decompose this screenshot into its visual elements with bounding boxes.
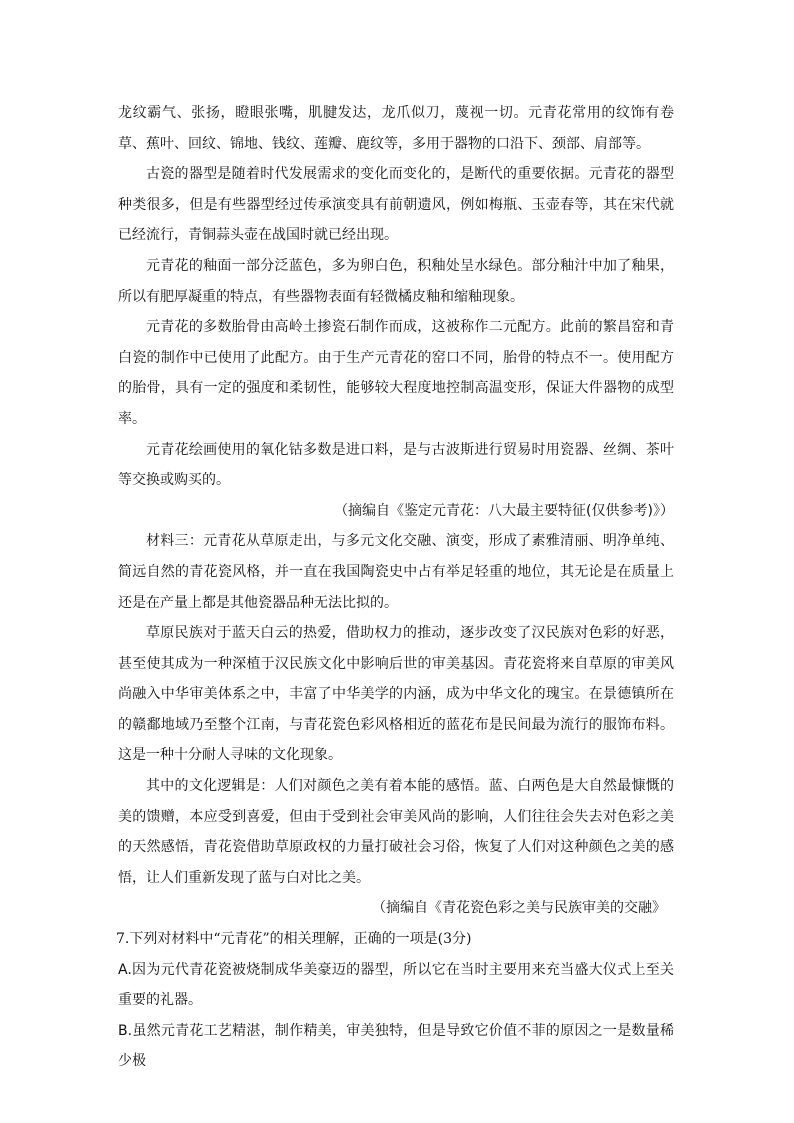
paragraph-material-three: 材料三：元青花从草原走出，与多元文化交融、演变，形成了素雅清丽、明净单纯、简远自然的青花瓷风格，并一直在我国陶瓷史中占有举足轻重的地位，其无论是在质量上还是在产量上都是其他瓷器品种无法比拟的。 [118,533,674,611]
paragraph-cobalt: 元青花绘画使用的氧化钴多数是进口料，是与古波斯进行贸易时用瓷器、丝绸、茶叶等交换或购买的。 [118,441,674,489]
source-citation-1: （摘编自《鉴定元青花：八大最主要特征(仅供参考)》） [334,502,674,519]
paragraph-vessel-shape: 古瓷的器型是随着时代发展需求的变化而变化的，是断代的重要依据。元青花的器型种类很多，但是有些器型经过传承演变具有前朝遗风，例如梅瓶、玉壶春等，其在宋代就已经流行，青铜蒜头壶在战国时就已经出现。 [118,166,674,244]
paragraph-cultural-logic: 其中的文化逻辑是：人们对颜色之美有着本能的感悟。蓝、白两色是大自然最慷慨的美的馈赠，本应受到喜爱，但由于受到社会审美风尚的影响，人们往往会失去对色彩之美的天然感悟，青花瓷借助草原政权的力量打破社会习俗，恢复了人们对这种颜色之美的感悟，让人们重新发现了蓝与白对比之美。 [118,778,674,886]
paragraph-dragon-pattern: 龙纹霸气、张扬，瞪眼张嘴，肌腱发达，龙爪似刀，蔑视一切。元青花常用的纹饰有卷草、蕉叶、回纹、锦地、钱纹、莲瓣、鹿纹等，多用于器物的口沿下、颈部、肩部等。 [118,105,674,152]
question-stem: 7.下列对材料中“元青花”的相关理解，正确的一项是(3分) [116,931,472,948]
paragraph-grassland-aesthetics: 草原民族对于蓝天白云的热爱，借助权力的推动，逐步改变了汉民族对色彩的好恶，甚至使其成为一种深植于汉民族文化中影响后世的审美基因。青花瓷将来自草原的审美风尚融入中华审美体系之中，丰富了中华美学的内涵，成为中华文化的瑰宝。在景德镇所在的赣鄱地域乃至整个江南，与青花瓷色彩风格相近的蓝花布是民间最为流行的服饰布料。这是一种十分耐人寻味的文化现象。 [118,625,674,764]
source-citation-2: （摘编自《青花瓷色彩之美与民族审美的交融》 [372,900,666,917]
document-page [118,98,674,1077]
paragraph-glaze: 元青花的釉面一部分泛蓝色，多为卵白色，积釉处呈水绿色。部分釉汁中加了釉果，所以有肥厚凝重的特点，有些器物表面有轻微橘皮釉和缩釉现象。 [118,257,674,305]
question-option-a: A.因为元代青花瓷被烧制成华美豪迈的器型，所以它在当时主要用来充当盛大仪式上至关重要的礼器。 [118,961,674,1009]
paragraph-body-clay: 元青花的多数胎骨由高岭土掺瓷石制作而成，这被称作二元配方。此前的繁昌窑和青白瓷的制作中已使用了此配方。由于生产元青花的窑口不同，胎骨的特点不一。使用配方的胎骨，具有一定的强度和柔韧性，能够较大程度地控制高温变形，保证大件器物的成型率。 [118,319,674,427]
question-option-b: B.虽然元青花工艺精湛，制作精美，审美独特，但是导致它价值不菲的原因之一是数量稀少极 [118,1022,674,1070]
